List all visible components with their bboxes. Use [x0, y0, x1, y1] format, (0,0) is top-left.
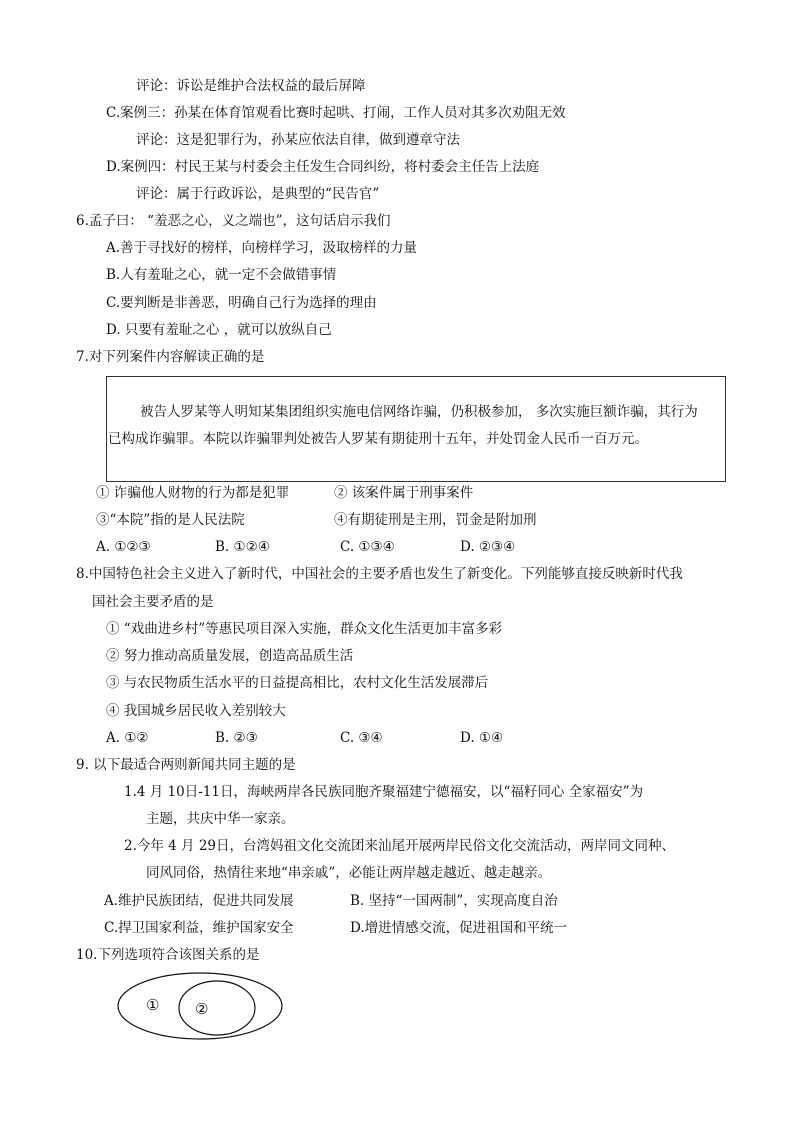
q6-option-d: D. 只要有羞耻之心 ，就可以放纵自己 [106, 322, 332, 338]
q9-news2-line1: 2.今年 4 月 29日，台湾妈祖文化交流团来汕尾开展两岸民俗文化交流活动，两岸同文同种、 [124, 838, 676, 854]
q7-choice-d: D. ②③④ [460, 539, 516, 555]
q5-comment-c: 评论：这是犯罪行为，孙某应依法自律，做到遵章守法 [136, 132, 460, 148]
q6-option-c: C.要判断是非善恶，明确自己行为选择的理由 [106, 295, 377, 311]
q7-statement-2: ② 该案件属于刑事案件 [334, 485, 474, 501]
inner-ellipse [179, 981, 255, 1035]
q6-stem: 6.孟子曰： “羞恶之心，义之端也”，这句话启示我们 [76, 213, 391, 229]
q9-option-b: B. 坚持“一国两制”，实现高度自治 [350, 893, 558, 909]
q7-choice-c: C. ①③④ [340, 539, 395, 555]
q8-choice-c: C. ③④ [340, 730, 383, 746]
q8-stem-line2: 国社会主要矛盾的是 [92, 594, 214, 610]
outer-label: ① [146, 996, 160, 1014]
q9-option-c: C.捍卫国家利益，维护国家安全 [104, 920, 294, 936]
q9-option-d: D.增进情感交流，促进祖国和平统一 [350, 920, 568, 936]
q7-material-line2: 已构成诈骗罪。本院以诈骗罪判处被告人罗某有期徒刑十五年，并处罚金人民币一百万元。 [108, 431, 648, 447]
q6-option-a: A.善于寻找好的榜样，向榜样学习，汲取榜样的力量 [106, 240, 418, 256]
q9-news2-line2: 同风同俗，热情往来地“串亲戚”，必能让两岸越走越近、越走越亲。 [146, 865, 552, 881]
q8-statement-2: ② 努力推动高质量发展，创造高品质生活 [106, 648, 354, 664]
q8-statement-3: ③ 与农民物质生活水平的日益提高相比，农村文化生活发展滞后 [106, 675, 489, 691]
q7-statement-1: ① 诈骗他人财物的行为都是犯罪 [96, 485, 290, 501]
q8-stem-line1: 8.中国特色社会主义进入了新时代，中国社会的主要矛盾也发生了新变化。下列能够直接反映新时代我 [76, 566, 683, 582]
q9-stem: 9. 以下最适合两则新闻共同主题的是 [76, 757, 296, 773]
q8-statement-1: ① “戏曲进乡村”等惠民项目深入实施，群众文化生活更加丰富多彩 [106, 621, 503, 637]
q7-statement-3: ③“本院”指的是人民法院 [96, 512, 245, 528]
q7-choice-a: A. ①②③ [96, 539, 151, 555]
q8-statement-4: ④ 我国城乡居民收入差别较大 [106, 703, 286, 719]
q9-news1-line2: 主题，共庆中华一家亲。 [146, 811, 295, 827]
q8-choice-b: B. ②③ [215, 730, 258, 746]
q7-choice-b: B. ①②④ [215, 539, 270, 555]
q5-comment-d: 评论：属于行政诉讼，是典型的“民告官” [136, 186, 380, 202]
q8-choice-a: A. ①② [106, 730, 149, 746]
q8-choice-d: D. ①④ [460, 730, 504, 746]
q7-material-box [106, 376, 726, 482]
inner-label: ② [195, 1000, 209, 1018]
q7-stem: 7.对下列案件内容解读正确的是 [76, 349, 265, 365]
q6-option-b: B.人有羞耻之心，就一定不会做错事情 [106, 267, 337, 283]
q7-statement-4: ④有期徒刑是主刑，罚金是附加刑 [334, 512, 537, 528]
q5-option-d: D.案例四：村民王某与村委会主任发生合同纠纷，将村委会主任告上法庭 [106, 159, 540, 175]
q5-option-c: C.案例三：孙某在体育馆观看比赛时起哄、打闹，工作人员对其多次劝阻无效 [106, 105, 566, 121]
q10-stem: 10.下列选项符合该图关系的是 [76, 947, 260, 963]
q10-venn-diagram [110, 970, 290, 1046]
q7-material-line1: 被告人罗某等人明知某集团组织实施电信网络诈骗，仍积极参加， 多次实施巨额诈骗，其行为 [140, 404, 698, 420]
q9-news1-line1: 1.4 月 10日-11日，海峡两岸各民族同胞齐聚福建宁德福安，以“福籽同心 全家福安”为 [124, 784, 644, 800]
q5-comment-b: 评论：诉讼是维护合法权益的最后屏障 [136, 78, 366, 94]
q9-option-a: A.维护民族团结，促进共同发展 [104, 893, 294, 909]
